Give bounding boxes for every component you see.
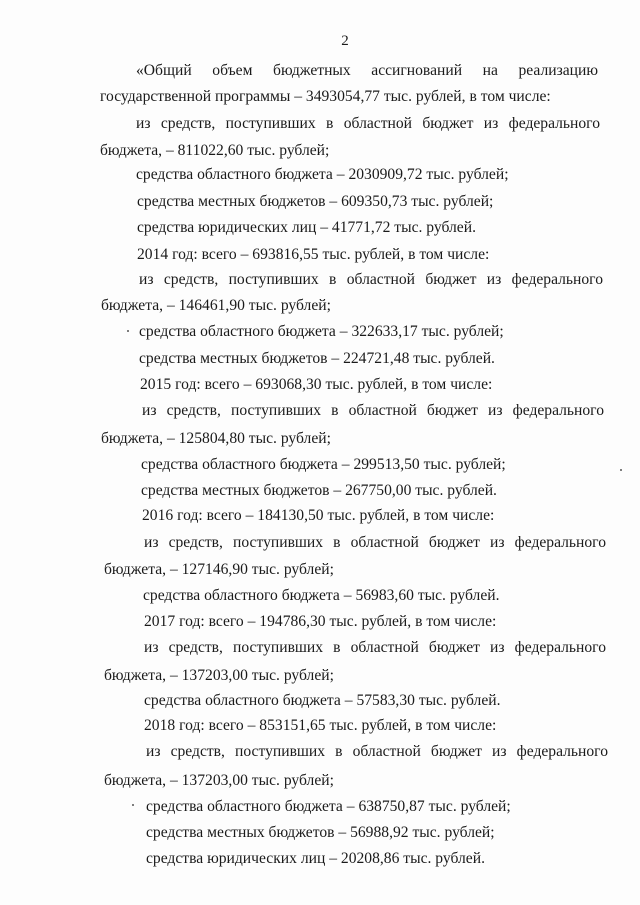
text-line: средства областного бюджета – 638750,87 тыс. рублей;	[146, 798, 511, 815]
text-line: бюджета, – 125804,80 тыс. рублей;	[101, 430, 331, 447]
text-line: 2016 год: всего – 184130,50 тыс. рублей, в том числе:	[142, 507, 495, 524]
text-line: из средств, поступивших в областной бюджет из федерального	[146, 743, 608, 760]
text-line: средства областного бюджета – 57583,30 тыс. рублей.	[144, 692, 501, 709]
text-line: средства областного бюджета – 299513,50 тыс. рублей;	[141, 456, 506, 473]
text-line: средства юридических лиц – 20208,86 тыс. рублей.	[146, 850, 485, 867]
text-line: бюджета, – 137203,00 тыс. рублей;	[104, 667, 334, 684]
text-line: средства юридических лиц – 41771,72 тыс. рублей.	[137, 219, 476, 236]
text-line: «Общий объем бюджетных ассигнований на реализацию	[136, 62, 598, 79]
scan-speck	[620, 469, 622, 471]
text-line: 2018 год: всего – 853151,65 тыс. рублей, в том числе:	[144, 717, 497, 734]
text-line: 2017 год: всего – 194786,30 тыс. рублей, в том числе:	[144, 613, 497, 630]
text-line: средства областного бюджета – 322633,17 тыс. рублей;	[139, 323, 504, 340]
scan-speck	[127, 330, 129, 332]
text-line: бюджета, – 811022,60 тыс. рублей;	[100, 142, 330, 159]
text-line: средства местных бюджетов – 609350,73 тыс. рублей;	[137, 193, 494, 210]
text-line: 2015 год: всего – 693068,30 тыс. рублей, в том числе:	[140, 376, 493, 393]
text-line: средства областного бюджета – 56983,60 тыс. рублей.	[143, 587, 500, 604]
text-line: бюджета, – 127146,90 тыс. рублей;	[104, 561, 334, 578]
text-line: 2014 год: всего – 693816,55 тыс. рублей, в том числе:	[137, 246, 490, 263]
text-line: бюджета, – 146461,90 тыс. рублей;	[101, 297, 331, 314]
text-line: бюджета, – 137203,00 тыс. рублей;	[104, 772, 334, 789]
text-line: из средств, поступивших в областной бюджет из федерального	[144, 639, 606, 656]
text-line: средства местных бюджетов – 267750,00 тыс. рублей.	[141, 482, 497, 499]
text-line: средства областного бюджета – 2030909,72 тыс. рублей;	[136, 166, 509, 183]
text-line: из средств, поступивших в областной бюджет из федерального	[139, 271, 603, 288]
text-line: государственной программы – 3493054,77 тыс. рублей, в том числе:	[100, 88, 551, 105]
text-line: из средств, поступивших в областной бюджет из федерального	[142, 402, 604, 419]
text-line: из средств, поступивших в областной бюджет из федерального	[136, 115, 600, 132]
page-number: 2	[341, 33, 349, 49]
text-line: средства местных бюджетов – 224721,48 тыс. рублей.	[139, 350, 495, 367]
text-line: из средств, поступивших в областной бюджет из федерального	[144, 534, 606, 551]
scan-speck	[132, 804, 134, 806]
text-line: средства местных бюджетов – 56988,92 тыс. рублей;	[146, 824, 495, 841]
